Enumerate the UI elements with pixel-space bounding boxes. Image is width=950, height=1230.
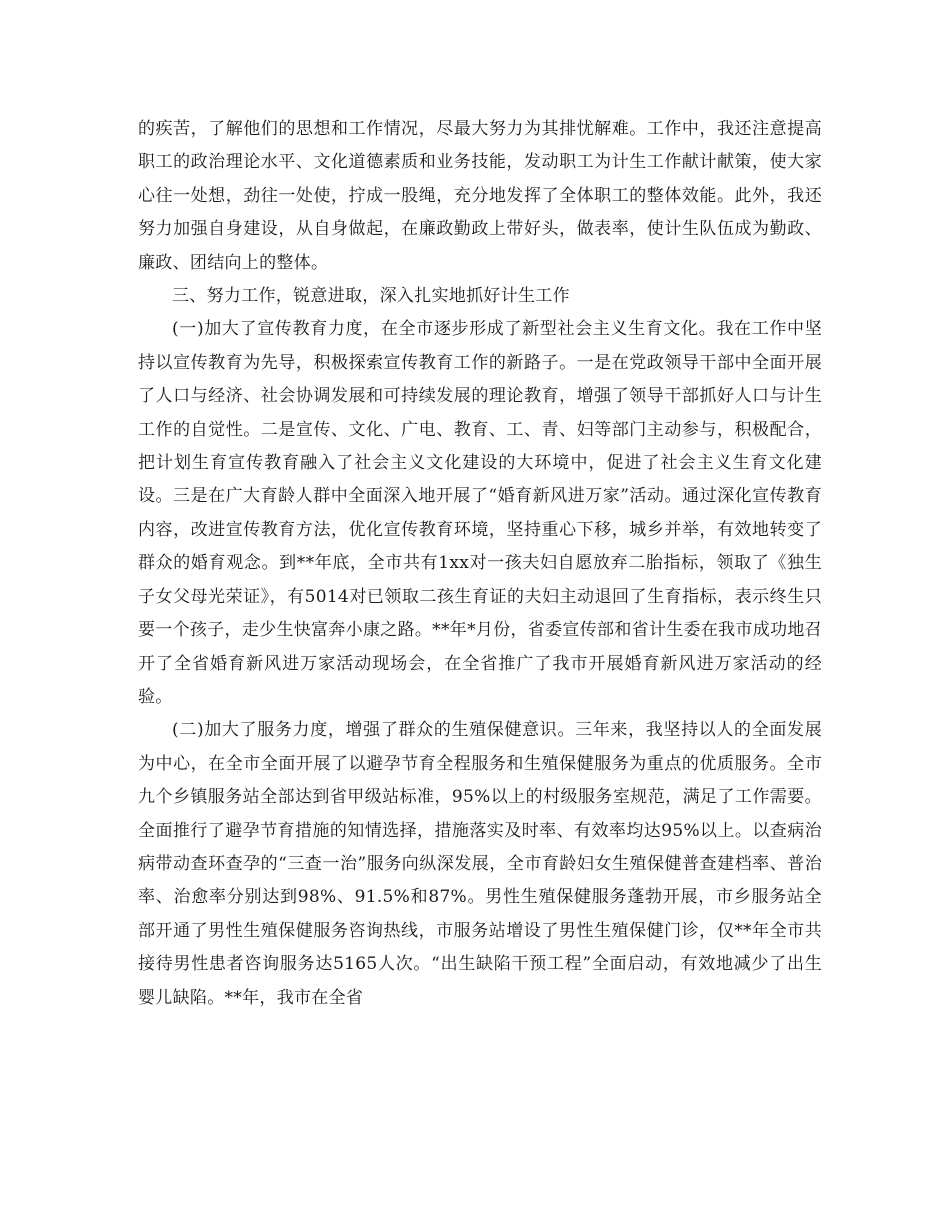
section-heading: 三、努力工作，锐意进取，深入扎实地抓好计生工作: [172, 286, 570, 307]
paragraph-publicity: (一)加大了宣传教育力度，在全市逐步形成了新型社会主义生育文化。我在工作中坚持以宣传教育为先导，积极探索宣传教育工作的新路子。一是在党政领导干部中全面开展了人口与经济、社会协调发展和可持续发展的理论教育，增强了领导干部抓好人口与计生工作的自觉性。二是宣传、文化、广电、教育、工、青、妇等部门主动参与，积极配合，把计划生育宣传教育融入了社会主义文化建设的大环境中，促进了社会主义生育文化建设。三是在广大育龄人群中全面深入地开展了“婚育新风进万家”活动。通过深化宣传教育内容，改进宣传教育方法，优化宣传教育环境，坚持重心下移，城乡并举，有效地转变了群众的婚育观念。到**年底，全市共有1xx对一孩夫妇自愿放弃二胎指标，领取了《独生子女父母光荣证》，有5014对已领取二孩生育证的夫妇主动退回了生育指标，表示终生只要一个孩子，走少生快富奔小康之路。**年*月份，省委宣传部和省计生委在我市成功地召开了全省婚育新风进万家活动现场会，在全省推广了我市开展婚育新风进万家活动的经验。: [138, 319, 822, 707]
paragraph-service: (二)加大了服务力度，增强了群众的生殖保健意识。三年来，我坚持以人的全面发展为中心，在全市全面开展了以避孕节育全程服务和生殖保健服务为重点的优质服务。全市九个乡镇服务站全部达到省甲级站标准，95%以上的村级服务室规范，满足了工作需要。全面推行了避孕节育措施的知情选择，措施落实及时率、有效率均达95%以上。以查病治病带动查环查孕的“三查一治”服务向纵深发展，全市育龄妇女生殖保健普查建档率、普治率、治愈率分别达到98%、91.5%和87%。男性生殖保健服务蓬勃开展，市乡服务站全部开通了男性生殖保健服务咨询热线，市服务站增设了男性生殖保健门诊，仅**年全市共接待男性患者咨询服务达5165人次。“出生缺陷干预工程”全面启动，有效地减少了出生婴儿缺陷。**年，我市在全省: [138, 720, 822, 1008]
paragraph-continuation: 的疾苦，了解他们的思想和工作情况，尽最大努力为其排忧解难。工作中，我还注意提高职工的政治理论水平、文化道德素质和业务技能，发动职工为计生工作献计献策，使大家心往一处想，劲往一处使，拧成一股绳，充分地发挥了全体职工的整体效能。此外，我还努力加强自身建设，从自身做起，在廉政勤政上带好头，做表率，使计生队伍成为勤政、廉政、团结向上的整体。: [138, 119, 822, 273]
document-body: [138, 113, 822, 1015]
